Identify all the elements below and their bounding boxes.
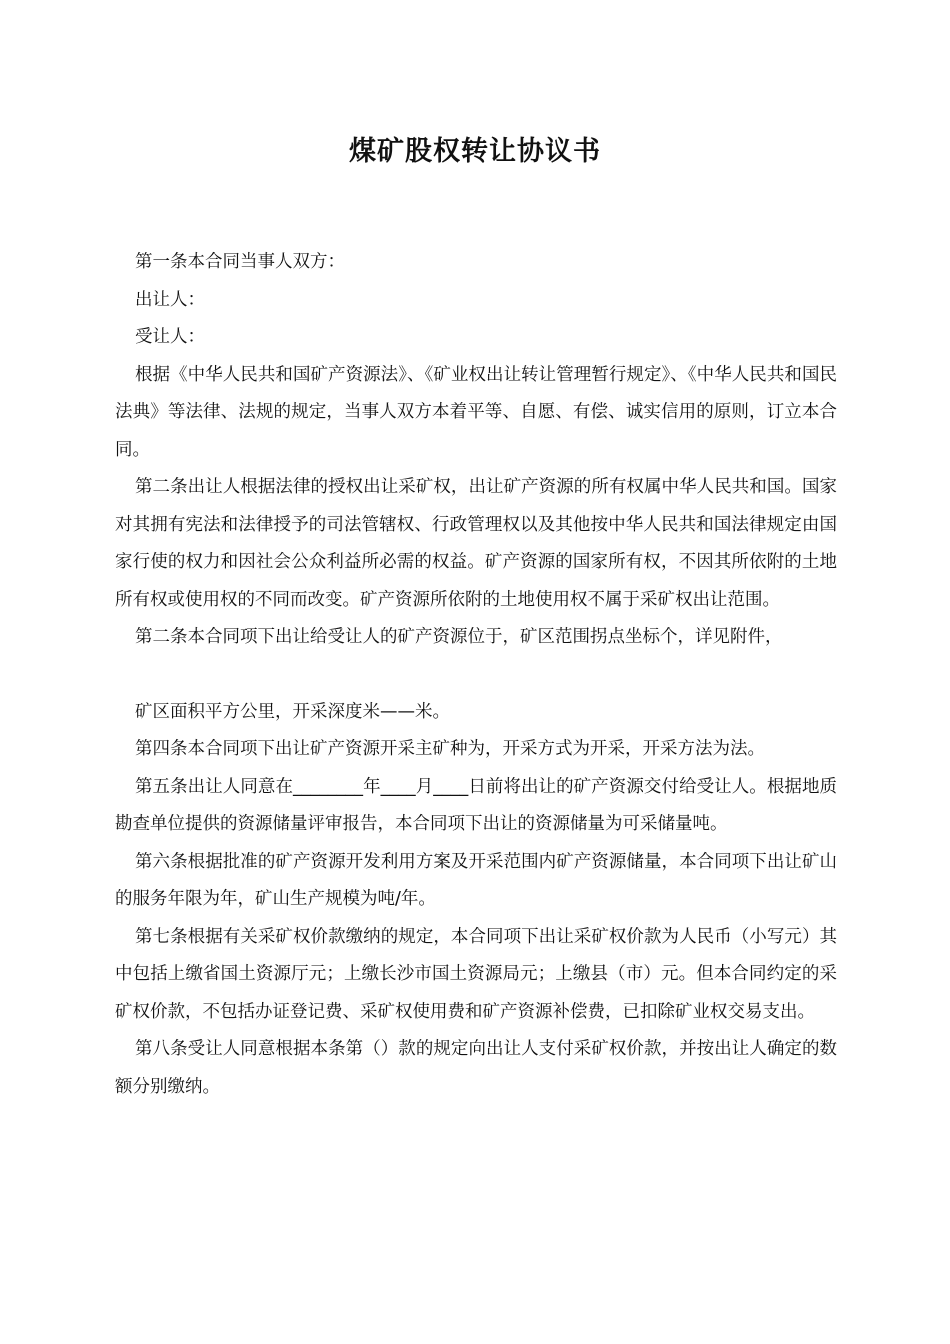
paragraph-gap <box>115 657 837 694</box>
clause-2-location: 第二条本合同项下出让给受让人的矿产资源位于，矿区范围拐点坐标个，详见附件， <box>135 627 783 647</box>
mining-area-line: 矿区面积平方公里，开采深度米——米。 <box>135 701 450 722</box>
clause-2-ownership: 第二条出让人根据法律的授权出让采矿权，出让矿产资源的所有权属中华人民共和国。国家对其拥有宪法和法律授予的司法管辖权、行政管理权以及其他按中华人民共和国法律规定由国家行使的权力和因社会公众利益所必需的权益。矿产资源的国家所有权，不因其所依附的土地所有权或使用权的不同而改变。矿产资源所依附的土地使用权不属于采矿权出让范围。 <box>115 477 837 610</box>
clause-7-price: 第七条根据有关采矿权价款缴纳的规定，本合同项下出让采矿权价款为人民币（小写元）其中包括上缴省国土资源厅元；上缴长沙市国土资源局元；上缴县（市）元。但本合同约定的采矿权价款，不包括办证登记费、采矿权使用费和矿产资源补偿费，已扣除矿业权交易支出。 <box>115 926 837 1022</box>
clause-5-delivery: 第五条出让人同意在________年____月____日前将出让的矿产资源交付给受让人。根据地质勘查单位提供的资源储量评审报告，本合同项下出让的资源储量为可采储量吨。 <box>115 776 837 834</box>
transferee-line: 受让人： <box>135 327 205 347</box>
legal-basis-paragraph: 根据《中华人民共和国矿产资源法》、《矿业权出让转让管理暂行规定》、《中华人民共和国民法典》等法律、法规的规定，当事人双方本着平等、自愿、有偿、诚实信用的原则，订立本合同。 <box>115 364 837 460</box>
document-title: 煤矿股权转让协议书 <box>349 136 601 167</box>
clause-8-payment: 第八条受让人同意根据本条第（）款的规定向出让人支付采矿权价款，并按出让人确定的数额分别缴纳。 <box>115 1039 837 1097</box>
document-body <box>115 244 837 1106</box>
clause-6-service-life: 第六条根据批准的矿产资源开发利用方案及开采范围内矿产资源储量，本合同项下出让矿山的服务年限为年，矿山生产规模为吨/年。 <box>115 851 837 909</box>
clause-4-mining-method: 第四条本合同项下出让矿产资源开采主矿种为，开采方式为开采，开采方法为法。 <box>135 739 765 759</box>
transferor-line: 出让人： <box>135 289 205 310</box>
clause-1-parties: 第一条本合同当事人双方： <box>135 252 345 272</box>
